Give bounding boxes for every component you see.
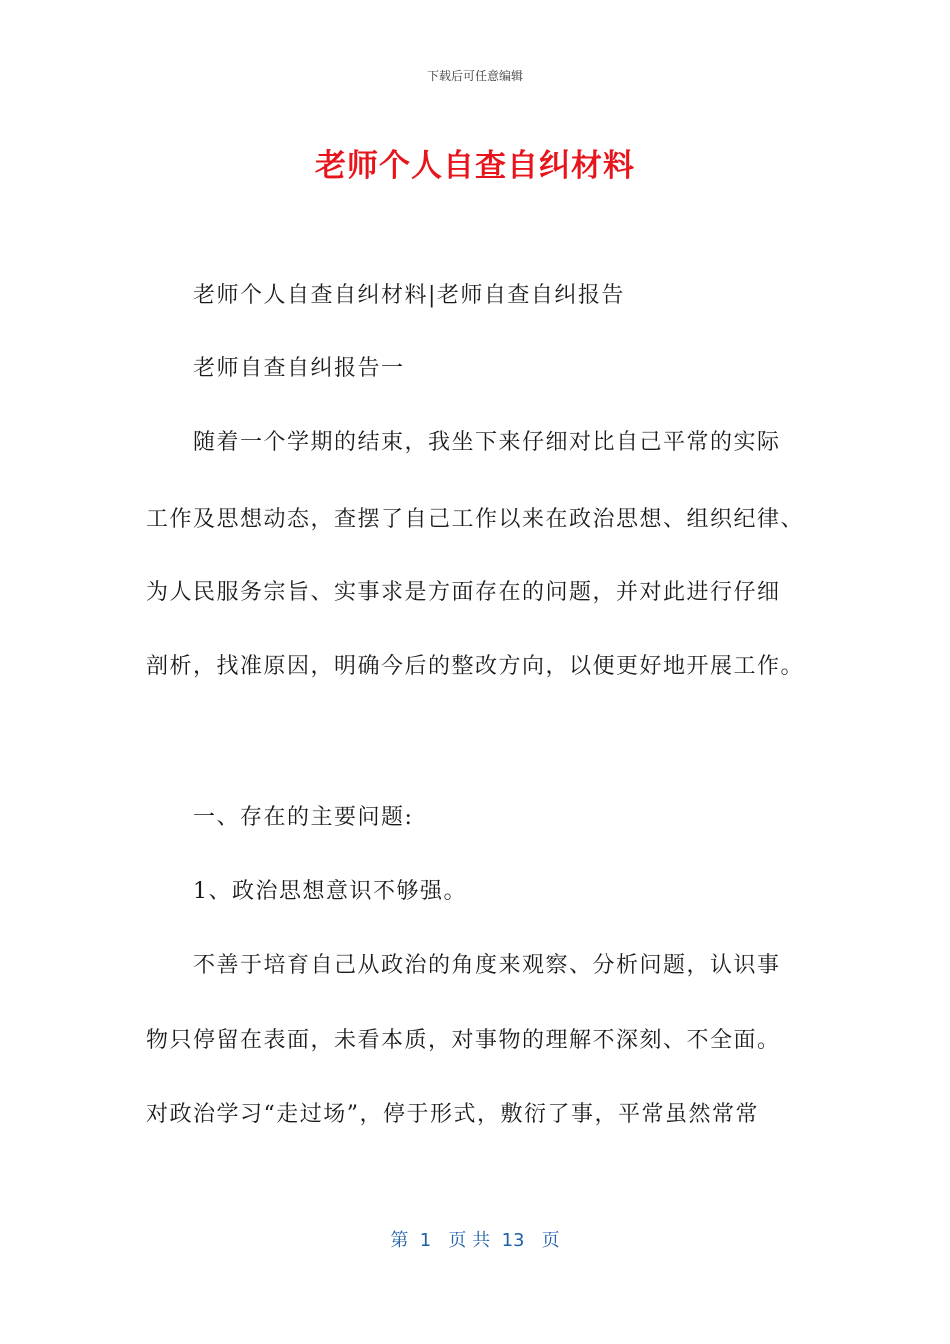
paragraph-line: 剖析，找准原因，明确今后的整改方向，以便更好地开展工作。 [146, 654, 805, 679]
paragraph-report-heading: 老师自查自纠报告一 [193, 356, 405, 381]
section-heading: 一、存在的主要问题: [193, 805, 414, 830]
document-title: 老师个人自查自纠材料 [315, 148, 635, 184]
paragraph-line: 不善于培育自己从政治的角度来观察、分析问题，认识事 [193, 953, 781, 978]
paragraph-line: 物只停留在表面，未看本质，对事物的理解不深刻、不全面。 [146, 1028, 781, 1053]
paragraph-line: 随着一个学期的结束，我坐下来仔细对比自己平常的实际 [193, 430, 781, 455]
page-footer: 第 1 页 共 13 页 [390, 1230, 560, 1251]
header-note: 下载后可任意编辑 [426, 69, 523, 83]
paragraph-subtitle: 老师个人自查自纠材料|老师自查自纠报告 [193, 283, 625, 308]
paragraph-line: 为人民服务宗旨、实事求是方面存在的问题，并对此进行仔细 [146, 580, 781, 605]
paragraph-line: 对政治学习“走过场”，停于形式，敷衍了事，平常虽然常常 [146, 1102, 759, 1127]
paragraph-line: 工作及思想动态，查摆了自己工作以来在政治思想、组织纪律、 [146, 507, 805, 532]
subsection-heading: 1、政治思想意识不够强。 [193, 879, 467, 904]
